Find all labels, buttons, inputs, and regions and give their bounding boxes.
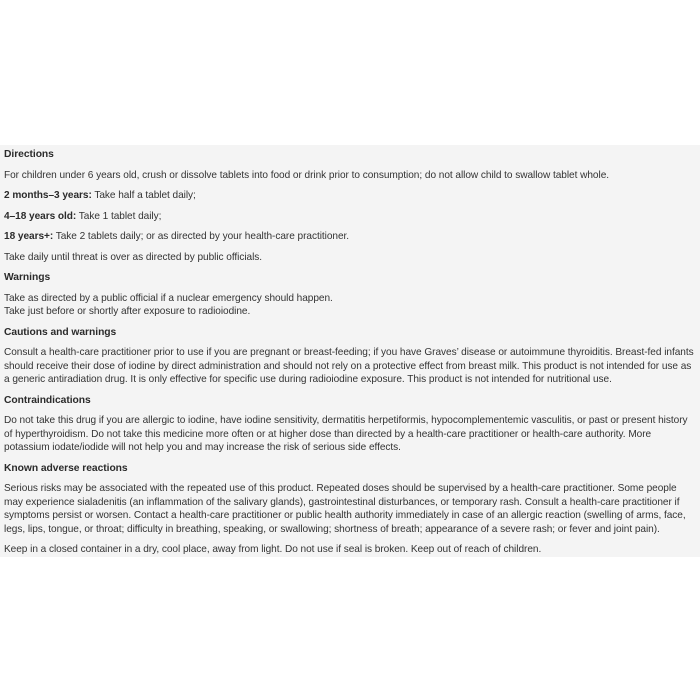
cautions-heading: Cautions and warnings xyxy=(4,326,117,338)
contraindications-text: Do not take this drug if you are allergic to iodine, have iodine sensitivity, dermatitis herpetiformis, hypocomplementemic vasculitis, or past or present history of hyperthyroidism. Do not take this medicine more often or at higher dose than directed by a health-care practitioner or health-care authority. More potassium iodate/iodide will not help you and may increase the risk of serious side effects. xyxy=(4,415,688,453)
warnings-line: Take just before or shortly after exposure to radioiodine. xyxy=(4,306,251,317)
directions-intro: For children under 6 years old, crush or dissolve tablets into food or drink prior to consumption; do not allow child to swallow tablet whole. xyxy=(4,169,610,181)
adverse-reactions-heading: Known adverse reactions xyxy=(4,462,128,474)
cautions-text: Consult a health-care practitioner prior to use if you are pregnant or breast-feeding; if you have Graves’ disease or autoimmune thyroiditis. Breast-fed infants should receive their dose of iodine by direct administration and should not rely on a protective effect from breast milk. This product is not intended for use as a generic antiradiation drug. It is only effective for specific use during radioiodine exposure. This product is not intended for nutritional use. xyxy=(4,347,694,385)
dose-age: 4–18 years old: xyxy=(4,210,77,222)
dose-row xyxy=(4,210,696,224)
directions-duration: Take daily until threat is over as directed by public officials. xyxy=(4,251,263,263)
warnings-line: Take as directed by a public official if a nuclear emergency should happen. xyxy=(4,292,333,304)
dose-amount: Take 1 tablet daily; xyxy=(76,210,162,222)
dose-row xyxy=(4,230,696,244)
contraindications-heading: Contraindications xyxy=(4,394,91,406)
dose-age: 18 years+: xyxy=(4,231,54,242)
adverse-reactions-text: Serious risks may be associated with the repeated use of this product. Repeated doses should be supervised by a health-care practitioner. Some people may experience sialadenitis (an inflammation of the salivary glands), gastrointestinal disturbances, or temporary rash. Consult a health-care practitioner if symptoms persist or worsen. Contact a health-care practitioner or public health authority immediately in case of an allergic reaction (swelling of arms, face, legs, lips, tongue, or throat; difficulty in breathing, speaking, or swallowing; shortness of breath; appearance of a severe rash; or fever and joint pain). xyxy=(4,483,686,535)
directions-heading: Directions xyxy=(4,149,54,160)
dose-amount: Take 2 tablets daily; or as directed by your health-care practitioner. xyxy=(53,231,350,242)
dose-age: 2 months–3 years: xyxy=(4,190,92,201)
dose-amount: Take half a tablet daily; xyxy=(91,190,196,201)
product-label-content xyxy=(4,148,696,557)
storage-text: Keep in a closed container in a dry, cool place, away from light. Do not use if seal is broken. Keep out of reach of children. xyxy=(4,544,542,555)
dose-row xyxy=(4,189,696,203)
warnings-heading: Warnings xyxy=(4,272,51,283)
